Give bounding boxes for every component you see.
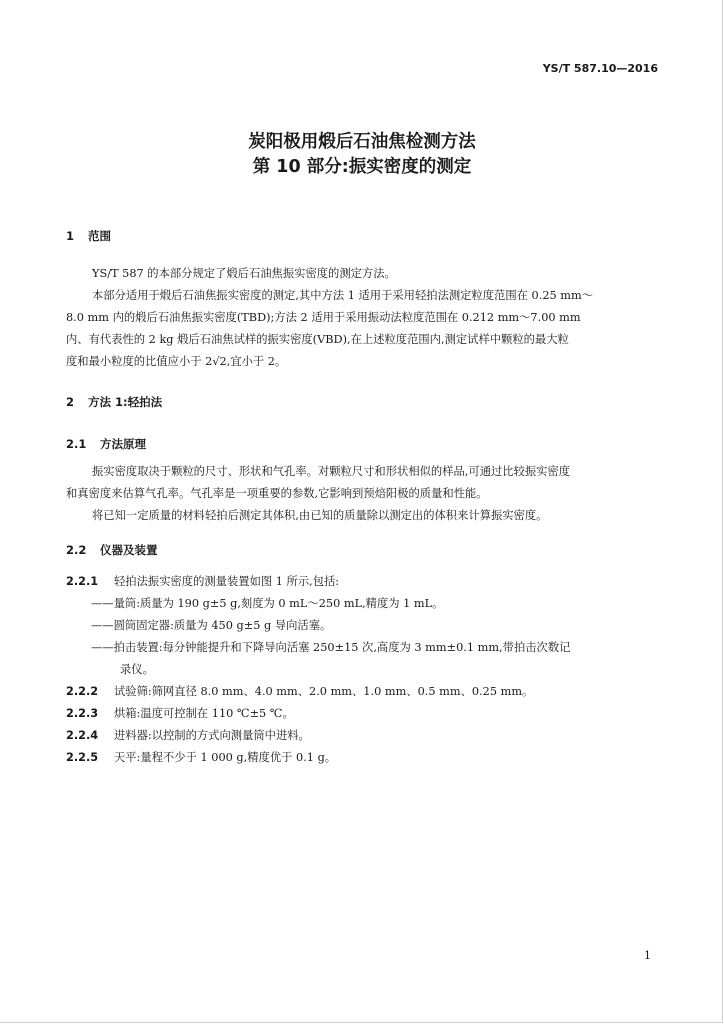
- item-text: 试验筛:筛网直径 8.0 mm、4.0 mm、2.0 mm、1.0 mm、0.5 mm、0.25 mm。: [114, 685, 534, 698]
- item-2-2-4: [66, 727, 310, 743]
- dash-item-tapper: ——拍击装置:每分钟能提升和下降导向活塞 250±15 次,高度为 3 mm±0.1 mm,带拍击次数记: [91, 641, 571, 654]
- section-title: 范围: [88, 229, 111, 243]
- section-2-heading: [66, 394, 162, 410]
- item-text: 天平:量程不少于 1 000 g,精度优于 0.1 g。: [114, 751, 337, 764]
- item-2-2-5: [66, 749, 336, 765]
- standard-code: YS/T 587.10—2016: [542, 62, 658, 75]
- scope-p2-l2: 8.0 mm 内的煅后石油焦振实密度(TBD);方法 2 适用于采用振动法粒度范围在 0.212 mm～7.00 mm: [66, 311, 581, 324]
- item-number: 2.2.4: [66, 729, 99, 742]
- item-2-2-2: [66, 683, 533, 699]
- section-number: 2: [66, 395, 75, 409]
- principle-p2: 将已知一定质量的材料轻拍后测定其体积,由已知的质量除以测定出的体积来计算振实密度。: [92, 509, 548, 522]
- document-subtitle: 第 10 部分:振实密度的测定: [252, 157, 472, 177]
- item-text: 进料器:以控制的方式向测量筒中进料。: [114, 729, 310, 742]
- section-title: 仪器及装置: [100, 543, 158, 557]
- scope-paragraph: [66, 263, 656, 373]
- section-2-2-heading: [66, 542, 158, 558]
- section-2-1-heading: [66, 436, 146, 452]
- item-text: 轻拍法振实密度的测量装置如图 1 所示,包括:: [114, 575, 340, 588]
- item-number: 2.2.1: [66, 575, 99, 588]
- section-title: 方法原理: [100, 437, 146, 451]
- scope-p2-l4: 度和最小粒度的比值应小于 2√2,宜小于 2。: [66, 355, 287, 368]
- item-2-2-1: [66, 573, 339, 589]
- dash-item-holder: ——圆筒固定器:质量为 450 g±5 g 导向活塞。: [91, 619, 332, 632]
- section-1-heading: [66, 228, 111, 244]
- scope-p1: YS/T 587 的本部分规定了煅后石油焦振实密度的测定方法。: [92, 267, 396, 280]
- scope-p2-l3: 内、有代表性的 2 kg 煅后石油焦试样的振实密度(VBD),在上述粒度范围内,测定试样中颗粒的最大粒: [66, 333, 569, 346]
- section-number: 1: [66, 229, 75, 243]
- item-number: 2.2.5: [66, 751, 99, 764]
- page-number: 1: [644, 949, 651, 962]
- scope-p2-l1: 本部分适用于煅后石油焦振实密度的测定,其中方法 1 适用于采用轻拍法测定粒度范围在 0.25 mm～: [92, 289, 594, 302]
- item-2-2-3: [66, 705, 294, 721]
- section-title: 方法 1:轻拍法: [88, 395, 163, 409]
- dash-item-cylinder: ——量筒:质量为 190 g±5 g,刻度为 0 mL～250 mL,精度为 1 mL。: [91, 597, 444, 610]
- document-title: 炭阳极用煅后石油焦检测方法: [248, 132, 476, 152]
- item-number: 2.2.2: [66, 685, 99, 698]
- item-number: 2.2.3: [66, 707, 99, 720]
- dash-item-tapper-cont: 录仪。: [120, 663, 154, 676]
- principle-paragraph: [66, 461, 656, 527]
- item-text: 烘箱:温度可控制在 110 ℃±5 ℃。: [114, 707, 294, 720]
- section-number: 2.1: [66, 437, 87, 451]
- section-number: 2.2: [66, 543, 87, 557]
- principle-p1-l1: 振实密度取决于颗粒的尺寸、形状和气孔率。对颗粒尺寸和形状相似的样品,可通过比较振实密度: [92, 465, 571, 478]
- principle-p1-l2: 和真密度来估算气孔率。气孔率是一项重要的参数,它影响到预焙阳极的质量和性能。: [66, 487, 488, 500]
